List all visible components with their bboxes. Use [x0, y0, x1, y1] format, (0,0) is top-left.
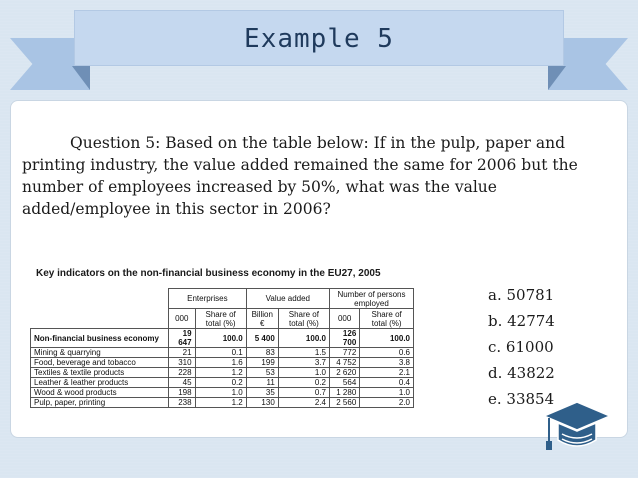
- row-label: Mining & quarrying: [31, 348, 169, 358]
- table-cell: 126 700: [329, 329, 359, 348]
- sub-header: Share of total (%): [360, 309, 414, 329]
- table-cell: 45: [169, 378, 196, 388]
- table-cell: 0.4: [360, 378, 414, 388]
- table-row: [31, 368, 414, 378]
- table-cell: 1.6: [195, 358, 246, 368]
- table-row: [31, 348, 414, 358]
- table-cell: 5 400: [246, 329, 278, 348]
- table-cell: 772: [329, 348, 359, 358]
- table-cell: 130: [246, 398, 278, 408]
- option-a[interactable]: a. 50781: [488, 286, 555, 304]
- table-cell: 238: [169, 398, 196, 408]
- title-ribbon: [74, 10, 564, 66]
- table-title: Key indicators on the non-financial business economy in the EU27, 2005: [36, 268, 381, 279]
- table-cell: 100.0: [360, 329, 414, 348]
- table-cell: 2.1: [360, 368, 414, 378]
- slide-title: Example 5: [244, 24, 394, 54]
- table-cell: 35: [246, 388, 278, 398]
- table-cell: 1.0: [278, 368, 329, 378]
- indicators-table: [30, 288, 414, 408]
- sub-header: 000: [329, 309, 359, 329]
- table-cell: 53: [246, 368, 278, 378]
- table-cell: 3.7: [278, 358, 329, 368]
- option-d[interactable]: d. 43822: [488, 364, 555, 382]
- table-cell: 0.6: [360, 348, 414, 358]
- table-cell: 198: [169, 388, 196, 398]
- table-row: [31, 398, 414, 408]
- table-cell: 564: [329, 378, 359, 388]
- table-cell: 21: [169, 348, 196, 358]
- graduation-cap-icon: [542, 398, 612, 454]
- question-text-block: [22, 132, 622, 220]
- table-cell: 1.0: [195, 388, 246, 398]
- question-text: Question 5: Based on the table below: If in the pulp, paper and printing industry, the value added remained the same for 2006 but the number of employees increased by 50%, what was the value added/employee in this sector in 2006?: [22, 134, 578, 218]
- table-cell: 1 280: [329, 388, 359, 398]
- table-cell: 2.4: [278, 398, 329, 408]
- option-e[interactable]: e. 33854: [488, 390, 555, 408]
- table-corner-cell-2: [31, 309, 169, 329]
- row-label: Food, beverage and tobacco: [31, 358, 169, 368]
- table-cell: 2 620: [329, 368, 359, 378]
- answer-options: [488, 282, 555, 412]
- table-row: [31, 358, 414, 368]
- table-cell: 11: [246, 378, 278, 388]
- table-cell: 0.2: [278, 378, 329, 388]
- sub-header: 000: [169, 309, 196, 329]
- table-cell: 19 647: [169, 329, 196, 348]
- table-group-header-row: [31, 289, 414, 309]
- table-row: [31, 378, 414, 388]
- sub-header: Share of total (%): [195, 309, 246, 329]
- row-label: Textiles & textile products: [31, 368, 169, 378]
- table-cell: 100.0: [278, 329, 329, 348]
- table-body: [31, 329, 414, 408]
- table-cell: 2 560: [329, 398, 359, 408]
- table-cell: 0.7: [278, 388, 329, 398]
- table-cell: 1.0: [360, 388, 414, 398]
- row-label: Wood & wood products: [31, 388, 169, 398]
- sub-header: Billion €: [246, 309, 278, 329]
- table-cell: 3.8: [360, 358, 414, 368]
- table-corner-cell: [31, 289, 169, 309]
- table-cell: 199: [246, 358, 278, 368]
- group-header-value-added: Value added: [246, 289, 329, 309]
- table-cell: 2.0: [360, 398, 414, 408]
- table-row: [31, 329, 414, 348]
- table-cell: 1.5: [278, 348, 329, 358]
- table-cell: 1.2: [195, 368, 246, 378]
- option-b[interactable]: b. 42774: [488, 312, 555, 330]
- table-cell: 228: [169, 368, 196, 378]
- row-label: Non-financial business economy: [31, 329, 169, 348]
- table-cell: 0.2: [195, 378, 246, 388]
- table-cell: 100.0: [195, 329, 246, 348]
- group-header-persons-employed: Number of persons employed: [329, 289, 413, 309]
- table-cell: 0.1: [195, 348, 246, 358]
- table-cell: 1.2: [195, 398, 246, 408]
- table-cell: 83: [246, 348, 278, 358]
- table-sub-header-row: [31, 309, 414, 329]
- table-cell: 310: [169, 358, 196, 368]
- table-row: [31, 388, 414, 398]
- table-cell: 4 752: [329, 358, 359, 368]
- group-header-enterprises: Enterprises: [169, 289, 247, 309]
- sub-header: Share of total (%): [278, 309, 329, 329]
- row-label: Pulp, paper, printing: [31, 398, 169, 408]
- row-label: Leather & leather products: [31, 378, 169, 388]
- option-c[interactable]: c. 61000: [488, 338, 554, 356]
